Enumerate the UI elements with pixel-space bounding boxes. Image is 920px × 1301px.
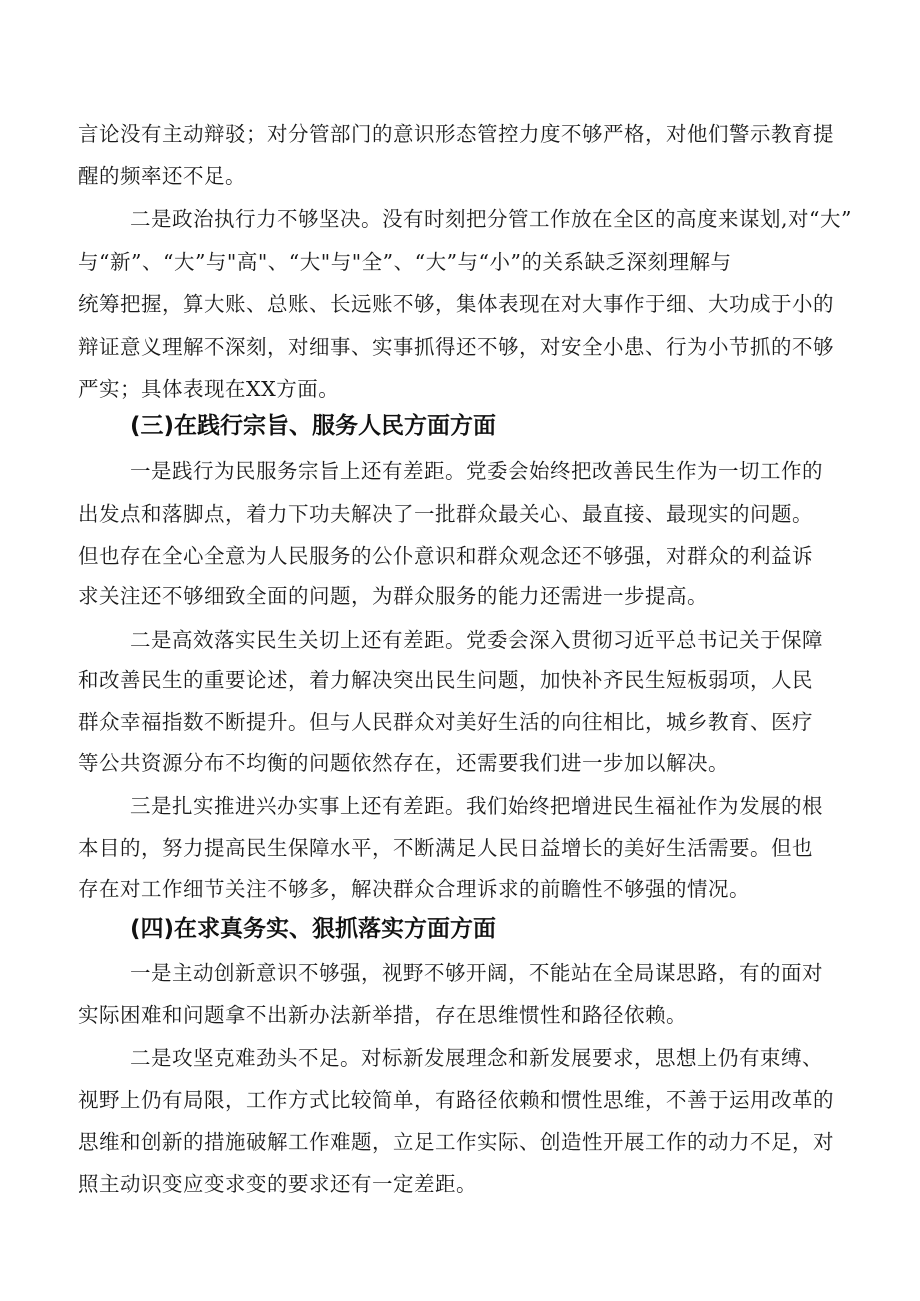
body-text-line: 醒的频率还不足。 <box>78 164 246 188</box>
body-text-line: 和改善民生的重要论述，着力解决突出民生问题，加快补齐民生短板弱项，人民 <box>78 668 813 692</box>
body-text-line: 视野上仍有局限，工作方式比较简单，有路径依赖和惯性思维，不善于运用改革的 <box>78 1088 834 1112</box>
paragraph-first-line: 一是主动创新意识不够强，视野不够开阔，不能站在全局谋思路，有的面对 <box>130 961 823 985</box>
body-text-line: 存在对工作细节关注不够多，解决群众合理诉求的前瞻性不够强的情况。 <box>78 877 750 901</box>
paragraph-first-line: 二是攻坚克难劲头不足。对标新发展理念和新发展要求，思想上仍有束缚、 <box>130 1046 823 1070</box>
body-text-line: 出发点和落脚点，着力下功夫解决了一批群众最关心、最直接、最现实的问题。 <box>78 502 813 526</box>
body-text-line: 但也存在全心全意为人民服务的公仆意识和群众观念还不够强，对群众的利益诉 <box>78 544 813 568</box>
body-text-line: 本目的，努力提高民生保障水平，不断满足人民日益增长的美好生活需要。但也 <box>78 836 813 860</box>
body-text-line: 严实；具体表现在XX方面。 <box>78 377 340 401</box>
paragraph-first-line: 二是政治执行力不够坚决。没有时刻把分管工作放在全区的高度来谋划,对“大” <box>130 207 852 231</box>
body-text-line: 思维和创新的措施破解工作难题，立足工作实际、创造性开展工作的动力不足，对 <box>78 1130 834 1154</box>
paragraph-first-line: 二是高效落实民生关切上还有差距。党委会深入贯彻习近平总书记关于保障 <box>130 628 823 652</box>
section-heading-4: (四)在求真务实、狠抓落实方面方面 <box>130 916 497 942</box>
body-text-line: 照主动识变应变求变的要求还有一定差距。 <box>78 1172 477 1196</box>
paragraph-first-line: 一是践行为民服务宗旨上还有差距。党委会始终把改善民生作为一切工作的 <box>130 459 823 483</box>
body-text-line: 统筹把握，算大账、总账、长远账不够，集体表现在对大事作于细、大功成于小的 <box>78 292 834 316</box>
body-text-line: 求关注还不够细致全面的问题，为群众服务的能力还需进一步提高。 <box>78 584 708 608</box>
section-heading-3: (三)在践行宗旨、服务人民方面方面 <box>130 413 497 439</box>
body-text-line: 实际困难和问题拿不出新办法新举措，存在思维惯性和路径依赖。 <box>78 1003 687 1027</box>
body-text-line: 辩证意义理解不深刻，对细事、实事抓得还不够，对安全小患、行为小节抓的不够 <box>78 335 834 359</box>
body-text-line: 与“新”、“大”与"高"、“大"与"全”、“大”与“小”的关系缺乏深刻理解与 <box>78 250 732 274</box>
body-text-line: 等公共资源分布不均衡的问题依然存在，还需要我们进一步加以解决。 <box>78 751 729 775</box>
body-text-line: 言论没有主动辩驳；对分管部门的意识形态管控力度不够严格，对他们警示教育提 <box>78 122 834 146</box>
paragraph-first-line: 三是扎实推进兴办实事上还有差距。我们始终把增进民生福祉作为发展的根 <box>130 794 823 818</box>
body-text-line: 群众幸福指数不断提升。但与人民群众对美好生活的向往相比，城乡教育、医疗 <box>78 710 813 734</box>
